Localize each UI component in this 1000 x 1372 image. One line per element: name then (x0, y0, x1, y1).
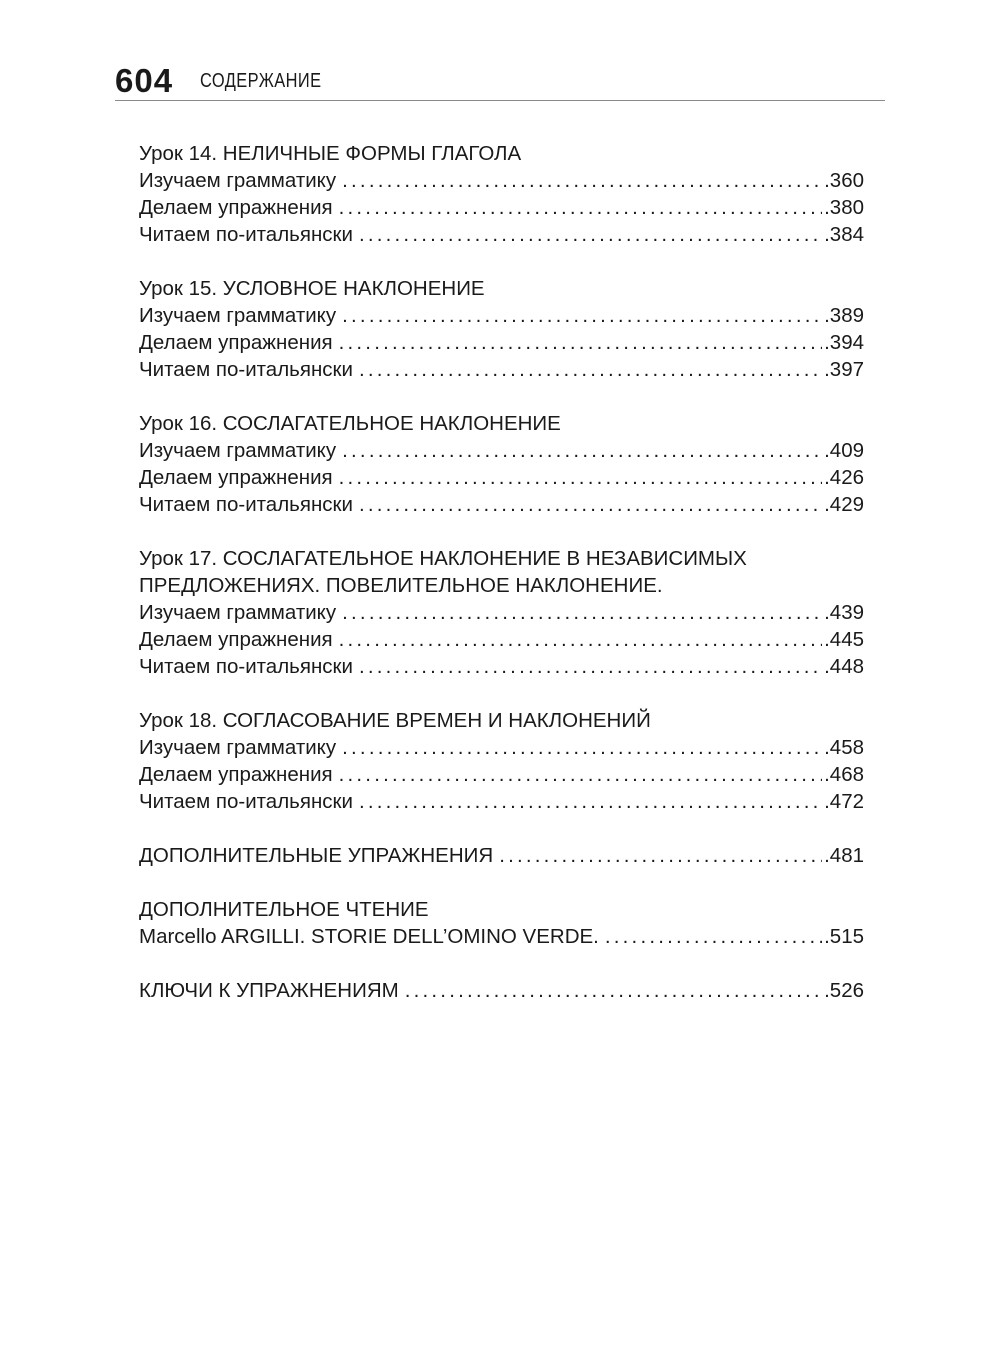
toc-entry[interactable] (139, 977, 864, 1004)
dot-leader (342, 437, 822, 464)
toc-entry[interactable] (139, 464, 864, 491)
toc-entry-page: .445 (824, 628, 864, 651)
toc-entry-page: .409 (824, 439, 864, 462)
dot-leader (342, 599, 822, 626)
dot-leader (339, 761, 822, 788)
dot-leader (339, 329, 822, 356)
toc-entry-page: .526 (824, 979, 864, 1002)
toc-entry-page: .426 (824, 466, 864, 489)
toc-section-heading: ДОПОЛНИТЕЛЬНОЕ ЧТЕНИЕ (139, 898, 429, 921)
running-title: СОДЕРЖАНИЕ (200, 70, 322, 92)
toc-entry-page: .380 (824, 196, 864, 219)
toc-entry-label: Читаем по-итальянски (139, 655, 353, 678)
toc-entry-label: Изучаем грамматику (139, 439, 337, 462)
toc-section (139, 707, 864, 815)
dot-leader (359, 491, 822, 518)
toc-section (139, 545, 864, 680)
toc-section (139, 140, 864, 248)
toc-section (139, 977, 864, 1004)
toc-entry-label: Делаем упражнения (139, 628, 333, 651)
toc-entry-label: КЛЮЧИ К УПРАЖНЕНИЯМ (139, 979, 399, 1002)
dot-leader (339, 194, 822, 221)
toc-section-heading: Урок 14. НЕЛИЧНЫЕ ФОРМЫ ГЛАГОЛА (139, 142, 522, 165)
toc-entry-label: ДОПОЛНИТЕЛЬНЫЕ УПРАЖНЕНИЯ (139, 844, 494, 867)
toc-entry-label: Читаем по-итальянски (139, 223, 353, 246)
toc-entry-page: .439 (824, 601, 864, 624)
toc-entry-page: .448 (824, 655, 864, 678)
toc-section (139, 275, 864, 383)
toc-entry-label: Изучаем грамматику (139, 304, 337, 327)
toc-entry-page: .384 (824, 223, 864, 246)
dot-leader (339, 626, 822, 653)
dot-leader (342, 734, 822, 761)
dot-leader (359, 221, 822, 248)
dot-leader (359, 653, 822, 680)
toc-entry[interactable] (139, 194, 864, 221)
toc-entry-page: .389 (824, 304, 864, 327)
toc-entry[interactable] (139, 302, 864, 329)
dot-leader (342, 167, 822, 194)
toc-entry-page: .481 (824, 844, 864, 867)
page-header (115, 60, 885, 101)
toc-entry-label: Делаем упражнения (139, 466, 333, 489)
toc-entry[interactable] (139, 221, 864, 248)
toc-entry-page: .468 (824, 763, 864, 786)
toc-entry-label: Читаем по-итальянски (139, 790, 353, 813)
toc-entry[interactable] (139, 653, 864, 680)
toc-entry[interactable] (139, 923, 864, 950)
toc-entry-label: Делаем упражнения (139, 331, 333, 354)
page-number: 604 (115, 62, 174, 99)
toc-entry[interactable] (139, 626, 864, 653)
toc-entry[interactable] (139, 761, 864, 788)
dot-leader (605, 923, 822, 950)
dot-leader (499, 842, 822, 869)
toc-section-heading: Урок 15. УСЛОВНОЕ НАКЛОНЕНИЕ (139, 277, 485, 300)
toc-entry-label: Marcello ARGILLI. STORIE DELL’OMINO VERDE. (139, 925, 599, 948)
toc-section (139, 410, 864, 518)
toc-entry-label: Изучаем грамматику (139, 601, 337, 624)
toc-entry-label: Изучаем грамматику (139, 169, 337, 192)
toc-entry[interactable] (139, 167, 864, 194)
toc-entry-page: .360 (824, 169, 864, 192)
toc-entry[interactable] (139, 329, 864, 356)
dot-leader (405, 977, 822, 1004)
toc-entry-page: .458 (824, 736, 864, 759)
toc-entry[interactable] (139, 356, 864, 383)
toc-entry[interactable] (139, 491, 864, 518)
toc-section-heading: ПРЕДЛОЖЕНИЯХ. ПОВЕЛИТЕЛЬНОЕ НАКЛОНЕНИЕ. (139, 574, 663, 597)
dot-leader (359, 788, 822, 815)
dot-leader (339, 464, 822, 491)
dot-leader (342, 302, 822, 329)
toc-entry-page: .429 (824, 493, 864, 516)
toc-entry[interactable] (139, 599, 864, 626)
toc-entry-page: .394 (824, 331, 864, 354)
toc-entry-page: .472 (824, 790, 864, 813)
toc-entry-label: Читаем по-итальянски (139, 358, 353, 381)
toc-entry[interactable] (139, 788, 864, 815)
toc-entry-label: Читаем по-итальянски (139, 493, 353, 516)
toc-entry-label: Делаем упражнения (139, 763, 333, 786)
toc-entry[interactable] (139, 734, 864, 761)
toc-section (139, 896, 864, 950)
toc-entry[interactable] (139, 842, 864, 869)
toc-entry[interactable] (139, 437, 864, 464)
toc-section-heading: Урок 17. СОСЛАГАТЕЛЬНОЕ НАКЛОНЕНИЕ В НЕЗАВИСИМЫХ (139, 547, 747, 570)
table-of-contents (139, 140, 864, 1031)
toc-section-heading: Урок 18. СОГЛАСОВАНИЕ ВРЕМЕН И НАКЛОНЕНИЙ (139, 709, 651, 732)
toc-entry-label: Изучаем грамматику (139, 736, 337, 759)
dot-leader (359, 356, 822, 383)
toc-section (139, 842, 864, 869)
toc-entry-page: .397 (824, 358, 864, 381)
toc-entry-label: Делаем упражнения (139, 196, 333, 219)
toc-entry-page: .515 (824, 925, 864, 948)
toc-section-heading: Урок 16. СОСЛАГАТЕЛЬНОЕ НАКЛОНЕНИЕ (139, 412, 561, 435)
